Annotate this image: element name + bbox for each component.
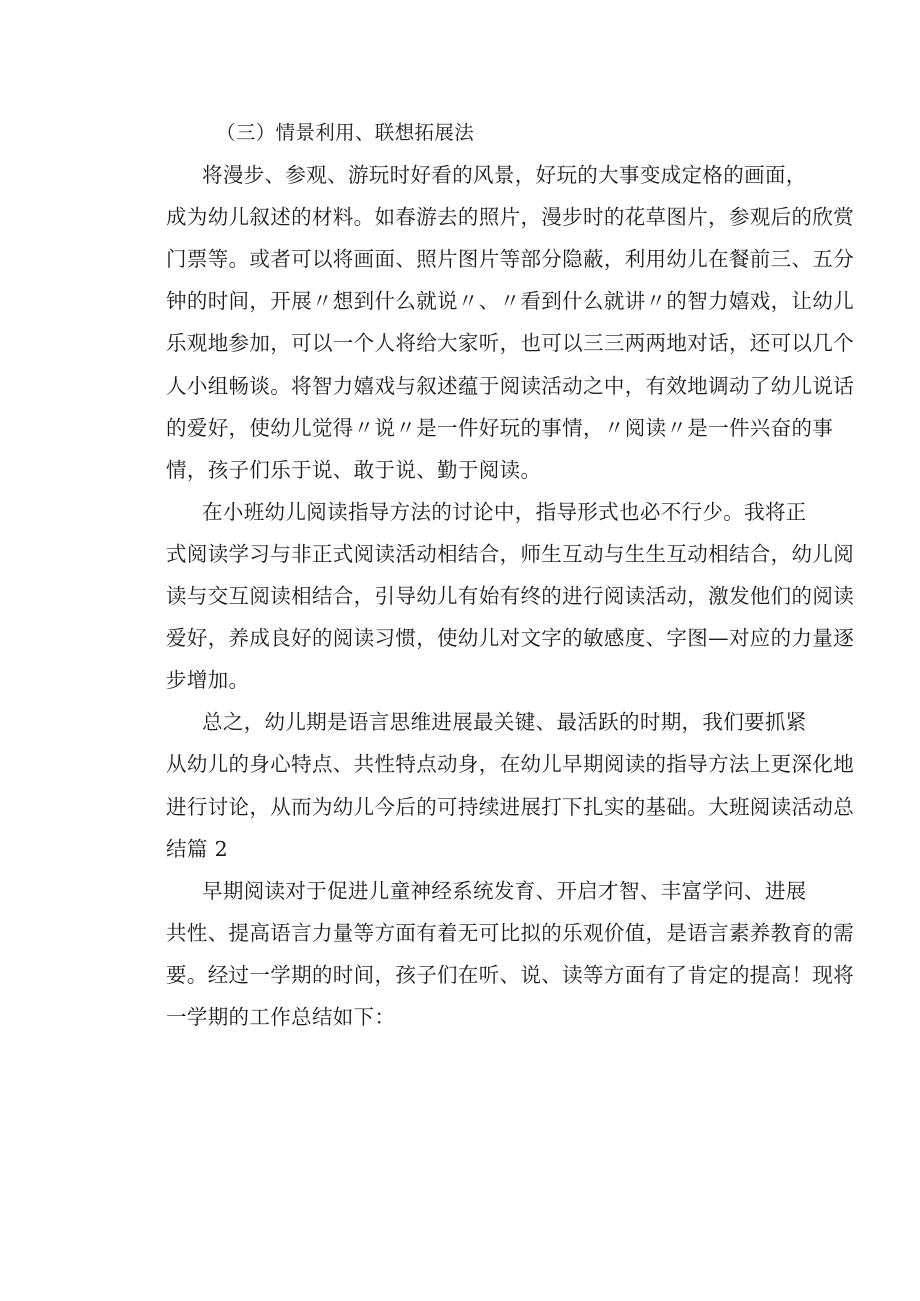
paragraph-line: 将漫步、参观、游玩时好看的风景，好玩的大事变成定格的画面， — [202, 163, 807, 188]
paragraph-line: 门票等。或者可以将画面、照片图片等部分隐蔽，利用幼儿在餐前三、五分 — [166, 247, 855, 272]
paragraph-line: 读与交互阅读相结合，引导幼儿有始有终的进行阅读活动，激发他们的阅读 — [166, 584, 855, 609]
paragraph-3 — [166, 701, 855, 869]
paragraph-line: 在小班幼儿阅读指导方法的讨论中，指导形式也必不行少。我将正 — [202, 499, 807, 524]
paragraph-line: 的爱好，使幼儿觉得〃说〃是一件好玩的事情，〃阅读〃是一件兴奋的事 — [166, 415, 834, 440]
paragraph-line: 一学期的工作总结如下： — [166, 1004, 396, 1029]
paragraph-line: 从幼儿的身心特点、共性特点动身，在幼儿早期阅读的指导方法上更深化地 — [166, 752, 855, 777]
section-heading: （三）情景利用、联想拓展法 — [216, 121, 475, 144]
paragraph-line: 钟的时间，开展〃想到什么就说〃、〃看到什么就讲〃的智力嬉戏，让幼儿 — [166, 289, 855, 314]
paragraph-line: 步增加。 — [166, 668, 250, 693]
paragraph-line: 成为幼儿叙述的材料。如春游去的照片，漫步时的花草图片，参观后的欣赏 — [166, 205, 855, 230]
paragraph-line: 乐观地参加，可以一个人将给大家听，也可以三三两两地对话，还可以几个 — [166, 331, 855, 356]
paragraph-line: 爱好，养成良好的阅读习惯，使幼儿对文字的敏感度、字图—对应的力量逐 — [166, 626, 855, 651]
paragraph-4 — [166, 870, 855, 1038]
paragraph-2 — [166, 491, 855, 701]
paragraph-line: 式阅读学习与非正式阅读活动相结合，师生互动与生生互动相结合，幼儿阅 — [166, 541, 855, 566]
paragraph-line: 早期阅读对于促进儿童神经系统发育、开启才智、丰富学问、进展 — [202, 878, 807, 903]
paragraph-line: 总之，幼儿期是语言思维进展最关键、最活跃的时期，我们要抓紧 — [202, 710, 807, 735]
paragraph-1 — [166, 154, 855, 491]
paragraph-line: 情，孩子们乐于说、敢于说、勤于阅读。 — [166, 457, 542, 482]
paragraph-line: 共性、提高语言力量等方面有着无可比拟的乐观价值，是语言素养教育的需 — [166, 920, 855, 945]
paragraph-line: 结篇 2 — [166, 836, 228, 861]
paragraph-line: 进行讨论，从而为幼儿今后的可持续进展打下扎实的基础。大班阅读活动总 — [166, 794, 855, 819]
paragraph-line: 要。经过一学期的时间，孩子们在听、说、读等方面有了肯定的提高！现将 — [166, 962, 855, 987]
paragraph-line: 人小组畅谈。将智力嬉戏与叙述蕴于阅读活动之中，有效地调动了幼儿说话 — [166, 373, 855, 398]
document-body — [166, 112, 855, 1038]
